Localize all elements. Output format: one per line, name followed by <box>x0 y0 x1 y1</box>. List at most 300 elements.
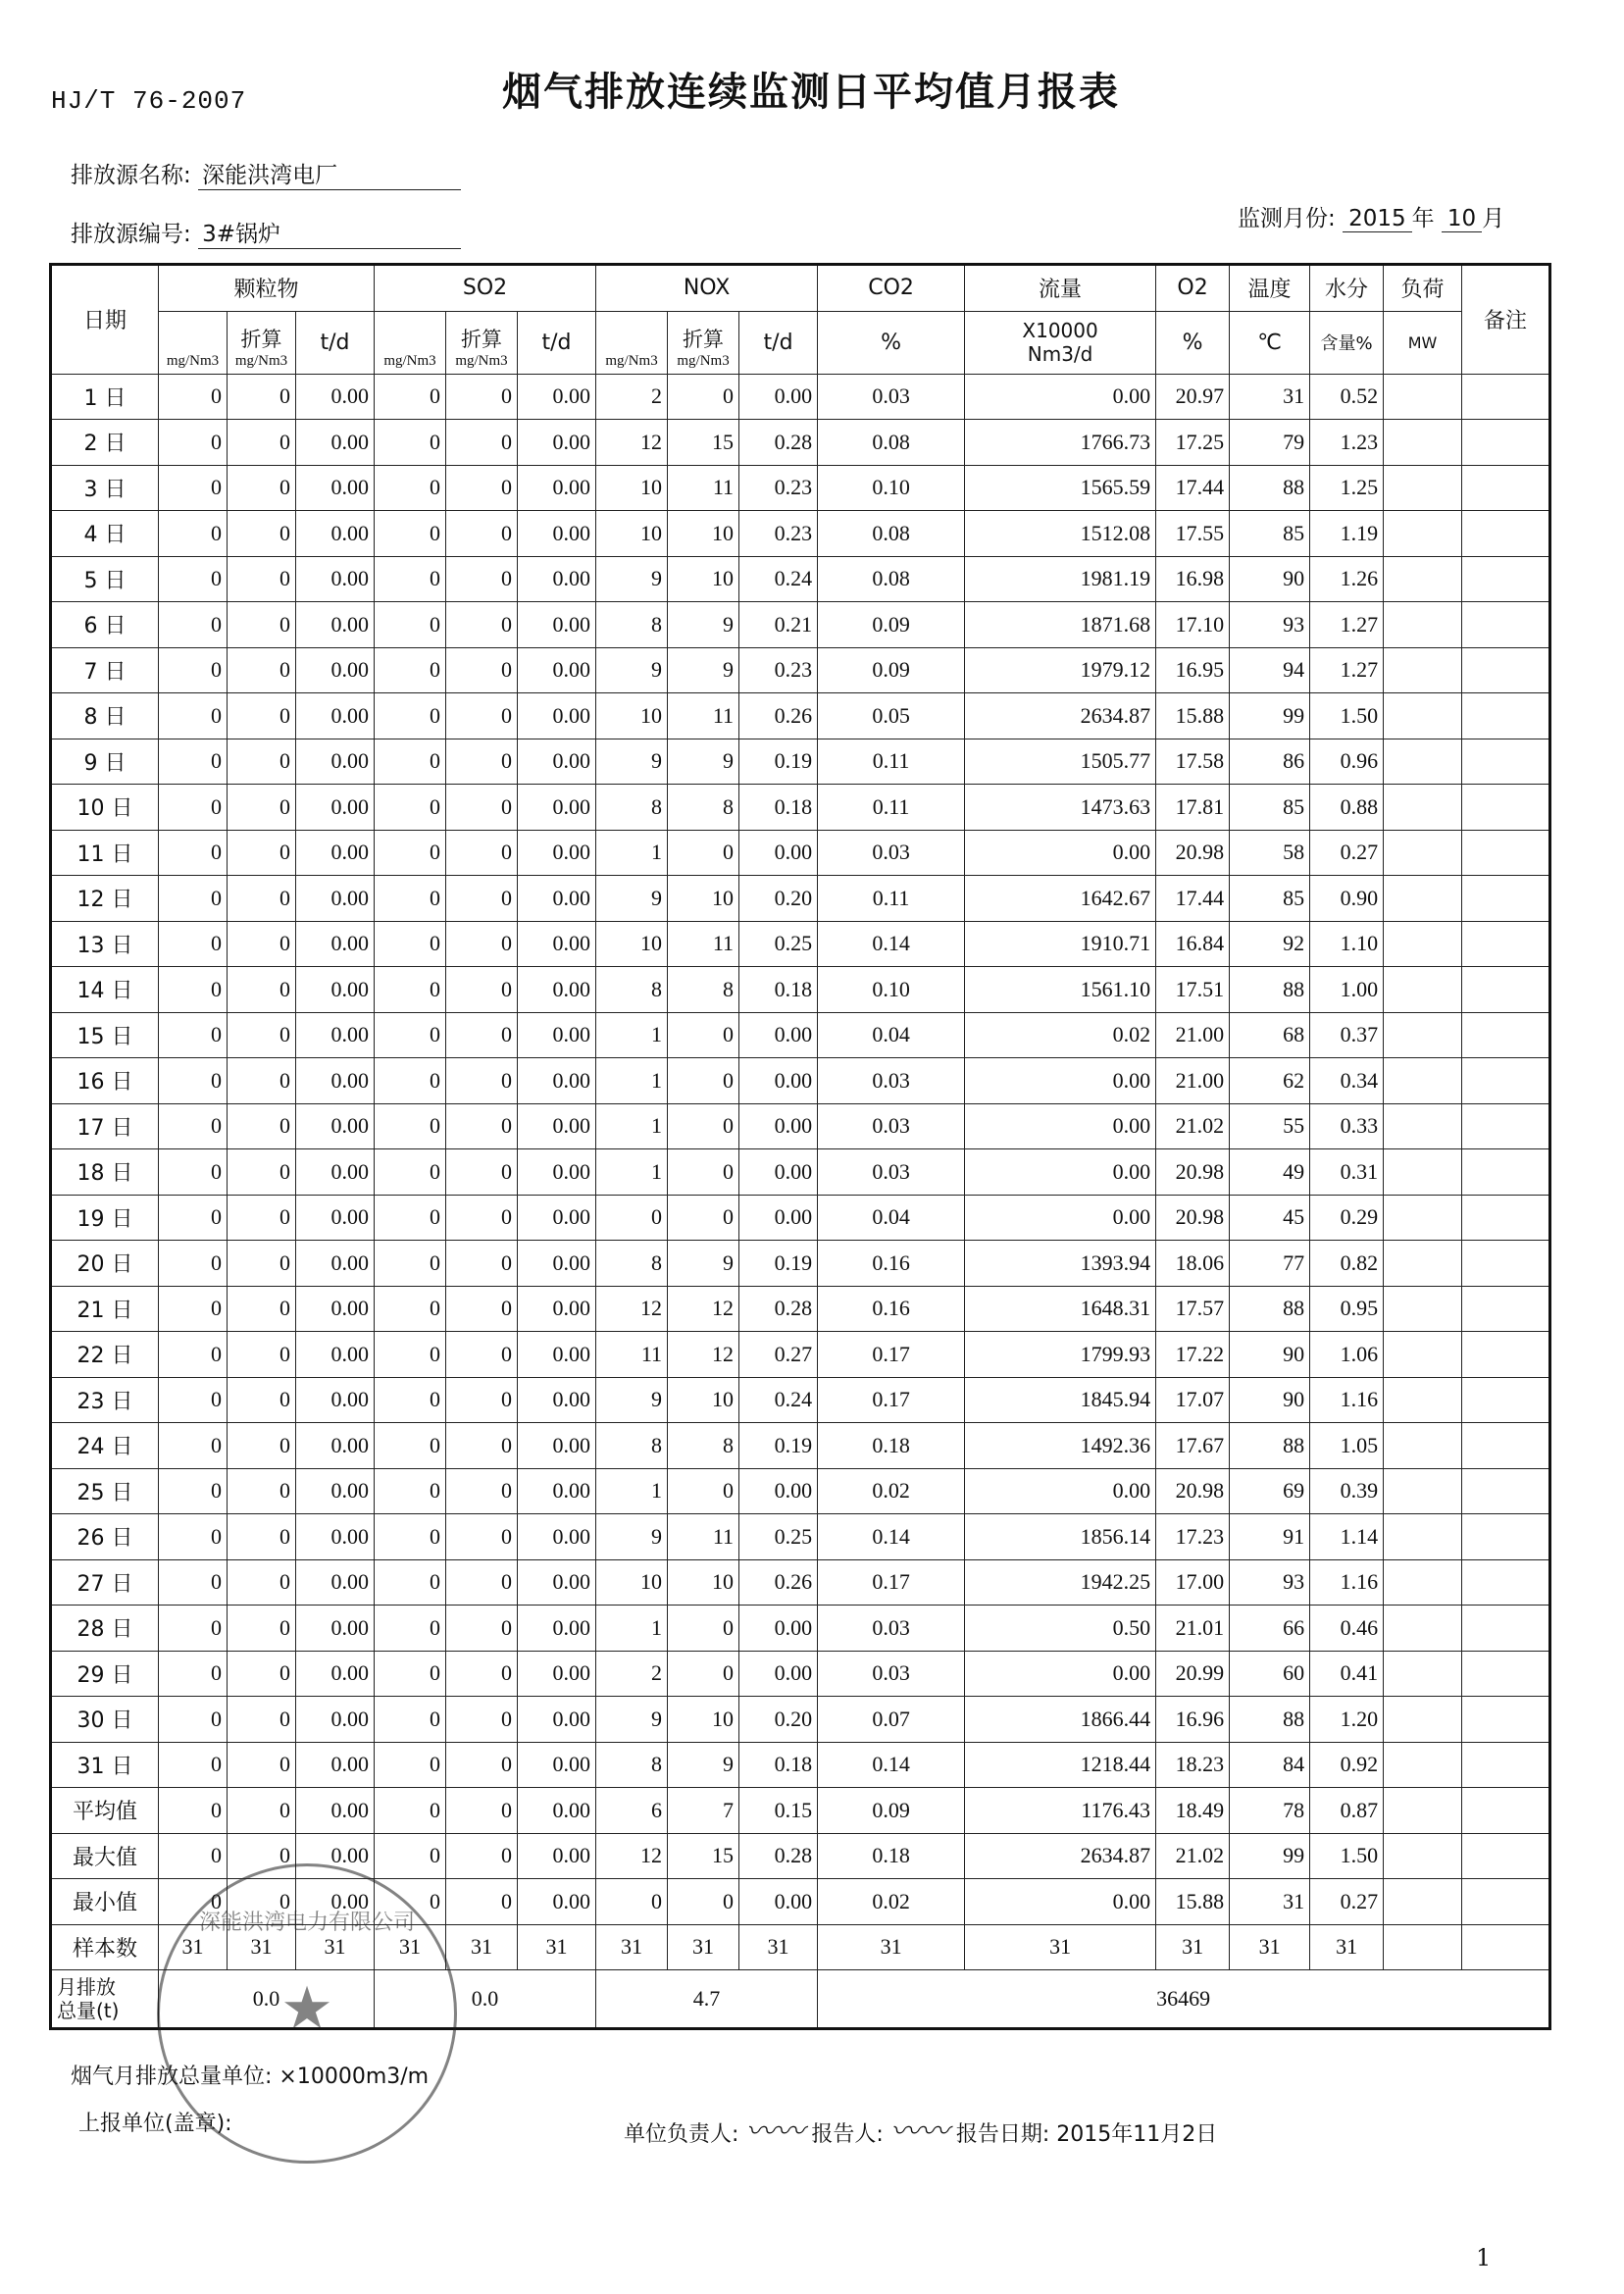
table-row-label: 9 日 <box>51 739 159 785</box>
cell-n3: 0.25 <box>739 921 818 967</box>
table-row-label: 10 日 <box>51 785 159 831</box>
cell-n1: 9 <box>596 556 668 602</box>
cell-n2: 10 <box>668 511 739 557</box>
cell-o2: 17.44 <box>1156 465 1230 511</box>
cell-co2: 0.08 <box>818 420 965 466</box>
cell-p2: 0 <box>228 967 296 1013</box>
cell-flow: 1856.14 <box>965 1514 1156 1560</box>
cell-n2: 12 <box>668 1286 739 1332</box>
cell-p1: 0 <box>159 511 228 557</box>
cell-p3: 0.00 <box>296 465 375 511</box>
cell-n1: 2 <box>596 374 668 420</box>
monthly-total-flow: 36469 <box>818 1970 1550 2029</box>
cell-moist: 1.10 <box>1310 921 1384 967</box>
source-name-field <box>71 157 461 190</box>
cell-co2: 0.03 <box>818 374 965 420</box>
cell-flow: 0.00 <box>965 1468 1156 1514</box>
cell-n2: 0 <box>668 1195 739 1241</box>
cell-s2: 0 <box>446 830 518 876</box>
cell-p3: 0.00 <box>296 1012 375 1058</box>
cell-temp: 58 <box>1230 830 1310 876</box>
cell-p2: 0 <box>228 1377 296 1423</box>
cell-s2: 0 <box>446 1879 518 1925</box>
cell-n3: 0.26 <box>739 1559 818 1606</box>
cell-load <box>1384 374 1462 420</box>
cell-flow: 1910.71 <box>965 921 1156 967</box>
cell-s2: 0 <box>446 1195 518 1241</box>
cell-n2: 0 <box>668 374 739 420</box>
cell-o2: 21.02 <box>1156 1103 1230 1149</box>
cell-co2: 0.10 <box>818 967 965 1013</box>
responsible-signature: 〰〰 <box>745 2115 805 2149</box>
cell-s1: 31 <box>375 1924 446 1970</box>
cell-co2: 0.02 <box>818 1468 965 1514</box>
reporter-label: 报告人: <box>811 2122 884 2147</box>
cell-p2: 0 <box>228 1514 296 1560</box>
cell-load <box>1384 1651 1462 1697</box>
table-row-label: 28 日 <box>51 1606 159 1652</box>
cell-s2: 0 <box>446 1241 518 1287</box>
cell-s1: 0 <box>375 1514 446 1560</box>
cell-moist: 1.06 <box>1310 1332 1384 1378</box>
cell-p2: 0 <box>228 1241 296 1287</box>
cell-remarks <box>1462 921 1550 967</box>
cell-temp: 93 <box>1230 602 1310 648</box>
cell-co2: 0.17 <box>818 1559 965 1606</box>
cell-n3: 0.19 <box>739 1241 818 1287</box>
cell-load <box>1384 1468 1462 1514</box>
table-row-label: 30 日 <box>51 1697 159 1743</box>
cell-p1: 0 <box>159 876 228 922</box>
monthly-total-particulate: 0.0 <box>159 1970 375 2029</box>
cell-n2: 0 <box>668 1149 739 1196</box>
cell-flow: 1393.94 <box>965 1241 1156 1287</box>
cell-n2: 11 <box>668 921 739 967</box>
cell-flow: 1176.43 <box>965 1788 1156 1834</box>
cell-remarks <box>1462 1012 1550 1058</box>
cell-o2: 17.58 <box>1156 739 1230 785</box>
cell-moist: 1.25 <box>1310 465 1384 511</box>
cell-flow: 1845.94 <box>965 1377 1156 1423</box>
cell-co2: 0.03 <box>818 1651 965 1697</box>
cell-s3: 0.00 <box>518 602 596 648</box>
cell-co2: 0.16 <box>818 1241 965 1287</box>
cell-s2: 0 <box>446 1833 518 1879</box>
unit-co2-pct: % <box>818 311 965 374</box>
cell-n3: 0.15 <box>739 1788 818 1834</box>
cell-n3: 0.00 <box>739 1879 818 1925</box>
cell-o2: 17.67 <box>1156 1423 1230 1469</box>
cell-n2: 0 <box>668 1606 739 1652</box>
cell-co2: 0.03 <box>818 1149 965 1196</box>
cell-p2: 0 <box>228 921 296 967</box>
cell-n2: 7 <box>668 1788 739 1834</box>
table-row-label: 23 日 <box>51 1377 159 1423</box>
cell-s1: 0 <box>375 465 446 511</box>
cell-s2: 0 <box>446 1149 518 1196</box>
cell-co2: 0.10 <box>818 465 965 511</box>
table-row-label: 14 日 <box>51 967 159 1013</box>
cell-n3: 31 <box>739 1924 818 1970</box>
cell-remarks <box>1462 1559 1550 1606</box>
cell-p3: 0.00 <box>296 420 375 466</box>
cell-flow: 0.00 <box>965 1651 1156 1697</box>
cell-temp: 45 <box>1230 1195 1310 1241</box>
cell-s2: 0 <box>446 1788 518 1834</box>
cell-s2: 0 <box>446 647 518 693</box>
cell-o2: 21.02 <box>1156 1833 1230 1879</box>
monthly-total-nox: 4.7 <box>596 1970 818 2029</box>
cell-n1: 6 <box>596 1788 668 1834</box>
cell-s3: 0.00 <box>518 739 596 785</box>
cell-flow: 2634.87 <box>965 693 1156 739</box>
cell-s3: 0.00 <box>518 1879 596 1925</box>
table-row <box>51 1742 1550 1788</box>
cell-s2: 0 <box>446 1058 518 1104</box>
cell-s2: 0 <box>446 1742 518 1788</box>
cell-co2: 0.05 <box>818 693 965 739</box>
cell-s3: 0.00 <box>518 1697 596 1743</box>
header-temperature: 温度 <box>1230 265 1310 312</box>
cell-flow: 1766.73 <box>965 420 1156 466</box>
cell-s3: 0.00 <box>518 876 596 922</box>
cell-n2: 9 <box>668 1742 739 1788</box>
cell-flow: 0.00 <box>965 830 1156 876</box>
cell-s1: 0 <box>375 511 446 557</box>
cell-p1: 0 <box>159 1241 228 1287</box>
cell-s1: 0 <box>375 876 446 922</box>
cell-moist: 0.37 <box>1310 1012 1384 1058</box>
cell-remarks <box>1462 374 1550 420</box>
cell-flow: 1492.36 <box>965 1423 1156 1469</box>
cell-co2: 0.03 <box>818 1058 965 1104</box>
cell-n2: 10 <box>668 556 739 602</box>
cell-temp: 49 <box>1230 1149 1310 1196</box>
cell-n3: 0.28 <box>739 1833 818 1879</box>
cell-flow: 1561.10 <box>965 967 1156 1013</box>
cell-moist: 31 <box>1310 1924 1384 1970</box>
cell-load <box>1384 1149 1462 1196</box>
cell-s3: 0.00 <box>518 1651 596 1697</box>
cell-o2: 20.98 <box>1156 830 1230 876</box>
cell-p3: 0.00 <box>296 602 375 648</box>
summary-row-label: 最大值 <box>51 1833 159 1879</box>
table-row <box>51 876 1550 922</box>
table-row-label: 15 日 <box>51 1012 159 1058</box>
table-row-label: 26 日 <box>51 1514 159 1560</box>
cell-n2: 11 <box>668 465 739 511</box>
cell-n3: 0.00 <box>739 1058 818 1104</box>
monthly-total-so2: 0.0 <box>375 1970 596 2029</box>
cell-n1: 1 <box>596 1012 668 1058</box>
table-header <box>51 265 1550 375</box>
cell-s3: 0.00 <box>518 1606 596 1652</box>
cell-co2: 0.09 <box>818 1788 965 1834</box>
cell-load <box>1384 921 1462 967</box>
cell-temp: 85 <box>1230 511 1310 557</box>
cell-p2: 0 <box>228 1103 296 1149</box>
cell-n1: 9 <box>596 1697 668 1743</box>
cell-temp: 55 <box>1230 1103 1310 1149</box>
cell-n1: 9 <box>596 1514 668 1560</box>
cell-p1: 0 <box>159 1788 228 1834</box>
cell-p3: 0.00 <box>296 1651 375 1697</box>
cell-load <box>1384 1833 1462 1879</box>
cell-p2: 0 <box>228 1788 296 1834</box>
cell-co2: 0.08 <box>818 556 965 602</box>
cell-n3: 0.18 <box>739 785 818 831</box>
cell-s3: 0.00 <box>518 1514 596 1560</box>
cell-o2: 17.51 <box>1156 967 1230 1013</box>
table-row <box>51 1241 1550 1287</box>
table-row <box>51 556 1550 602</box>
cell-o2: 15.88 <box>1156 1879 1230 1925</box>
cell-p1: 0 <box>159 1606 228 1652</box>
cell-n2: 9 <box>668 602 739 648</box>
table-row-label: 24 日 <box>51 1423 159 1469</box>
cell-load <box>1384 693 1462 739</box>
cell-moist: 1.14 <box>1310 1514 1384 1560</box>
cell-p1: 0 <box>159 1377 228 1423</box>
cell-o2: 17.10 <box>1156 602 1230 648</box>
report-date: 2015年11月2日 <box>1056 2122 1218 2147</box>
cell-p3: 0.00 <box>296 1468 375 1514</box>
cell-s2: 0 <box>446 1103 518 1149</box>
cell-moist: 0.92 <box>1310 1742 1384 1788</box>
table-row <box>51 693 1550 739</box>
cell-remarks <box>1462 1833 1550 1879</box>
cell-p1: 0 <box>159 374 228 420</box>
cell-s3: 0.00 <box>518 1195 596 1241</box>
reporter-signature: 〰〰 <box>889 2115 949 2149</box>
cell-moist: 0.88 <box>1310 785 1384 831</box>
cell-s1: 0 <box>375 1697 446 1743</box>
cell-n3: 0.24 <box>739 1377 818 1423</box>
cell-n1: 2 <box>596 1651 668 1697</box>
cell-s1: 0 <box>375 1423 446 1469</box>
cell-p3: 0.00 <box>296 1879 375 1925</box>
cell-p1: 0 <box>159 1468 228 1514</box>
cell-n1: 0 <box>596 1879 668 1925</box>
cell-load <box>1384 1332 1462 1378</box>
cell-p2: 0 <box>228 876 296 922</box>
cell-n2: 0 <box>668 830 739 876</box>
cell-n1: 12 <box>596 1833 668 1879</box>
table-row-label: 4 日 <box>51 511 159 557</box>
cell-flow: 1942.25 <box>965 1559 1156 1606</box>
cell-flow: 1218.44 <box>965 1742 1156 1788</box>
cell-co2: 0.14 <box>818 1742 965 1788</box>
cell-moist: 0.39 <box>1310 1468 1384 1514</box>
cell-n1: 9 <box>596 647 668 693</box>
cell-remarks <box>1462 1924 1550 1970</box>
cell-n2: 0 <box>668 1879 739 1925</box>
cell-o2: 17.07 <box>1156 1377 1230 1423</box>
cell-s2: 0 <box>446 1697 518 1743</box>
cell-co2: 0.08 <box>818 511 965 557</box>
cell-n1: 1 <box>596 1058 668 1104</box>
cell-moist: 0.52 <box>1310 374 1384 420</box>
cell-remarks <box>1462 1195 1550 1241</box>
cell-flow: 1505.77 <box>965 739 1156 785</box>
cell-s1: 0 <box>375 1788 446 1834</box>
unit-so2-mg: mg/Nm3 <box>375 311 446 374</box>
month-value: 10 <box>1442 206 1482 232</box>
cell-temp: 79 <box>1230 420 1310 466</box>
cell-n2: 9 <box>668 739 739 785</box>
cell-temp: 60 <box>1230 1651 1310 1697</box>
responsible-label: 单位负责人: <box>624 2122 739 2147</box>
cell-temp: 88 <box>1230 465 1310 511</box>
cell-p1: 0 <box>159 1879 228 1925</box>
table-row <box>51 921 1550 967</box>
cell-p1: 0 <box>159 602 228 648</box>
cell-n3: 0.00 <box>739 1651 818 1697</box>
table-row-label: 27 日 <box>51 1559 159 1606</box>
cell-temp: 90 <box>1230 1332 1310 1378</box>
cell-remarks <box>1462 1697 1550 1743</box>
cell-p3: 0.00 <box>296 647 375 693</box>
cell-s3: 0.00 <box>518 1286 596 1332</box>
table-row <box>51 1559 1550 1606</box>
cell-p3: 0.00 <box>296 1058 375 1104</box>
cell-remarks <box>1462 1742 1550 1788</box>
cell-o2: 18.49 <box>1156 1788 1230 1834</box>
cell-s1: 0 <box>375 602 446 648</box>
cell-p2: 0 <box>228 1468 296 1514</box>
cell-s1: 0 <box>375 1058 446 1104</box>
source-name-value: 深能洪湾电厂 <box>198 157 461 190</box>
table-row <box>51 602 1550 648</box>
cell-s1: 0 <box>375 739 446 785</box>
cell-temp: 99 <box>1230 1833 1310 1879</box>
cell-s3: 0.00 <box>518 1332 596 1378</box>
cell-p1: 0 <box>159 465 228 511</box>
table-row <box>51 1697 1550 1743</box>
cell-remarks <box>1462 1423 1550 1469</box>
cell-moist: 1.19 <box>1310 511 1384 557</box>
cell-s2: 0 <box>446 1468 518 1514</box>
cell-s2: 0 <box>446 1514 518 1560</box>
monthly-total-label: 月排放 总量(t) <box>51 1970 159 2029</box>
cell-flow: 0.00 <box>965 374 1156 420</box>
cell-n1: 10 <box>596 465 668 511</box>
cell-s2: 0 <box>446 739 518 785</box>
cell-flow: 1799.93 <box>965 1332 1156 1378</box>
cell-co2: 0.03 <box>818 830 965 876</box>
cell-moist: 1.16 <box>1310 1559 1384 1606</box>
header-moisture: 水分 <box>1310 265 1384 312</box>
cell-n1: 10 <box>596 511 668 557</box>
table-row <box>51 1332 1550 1378</box>
cell-s1: 0 <box>375 1241 446 1287</box>
unit-particulate-converted: 折算 mg/Nm3 <box>228 311 296 374</box>
cell-co2: 0.14 <box>818 921 965 967</box>
cell-flow: 0.00 <box>965 1195 1156 1241</box>
cell-temp: 84 <box>1230 1742 1310 1788</box>
cell-load <box>1384 1697 1462 1743</box>
cell-load <box>1384 511 1462 557</box>
cell-load <box>1384 1924 1462 1970</box>
cell-p3: 0.00 <box>296 1742 375 1788</box>
cell-s2: 0 <box>446 876 518 922</box>
cell-n3: 0.18 <box>739 1742 818 1788</box>
cell-o2: 17.25 <box>1156 420 1230 466</box>
cell-flow: 0.50 <box>965 1606 1156 1652</box>
cell-remarks <box>1462 830 1550 876</box>
cell-n3: 0.00 <box>739 830 818 876</box>
cell-n3: 0.00 <box>739 1012 818 1058</box>
cell-p3: 0.00 <box>296 1103 375 1149</box>
cell-moist: 0.31 <box>1310 1149 1384 1196</box>
cell-o2: 20.98 <box>1156 1149 1230 1196</box>
cell-p2: 31 <box>228 1924 296 1970</box>
cell-load <box>1384 785 1462 831</box>
table-row <box>51 1058 1550 1104</box>
cell-s1: 0 <box>375 1012 446 1058</box>
cell-p3: 0.00 <box>296 1697 375 1743</box>
cell-temp: 88 <box>1230 967 1310 1013</box>
unit-so2-converted: 折算 mg/Nm3 <box>446 311 518 374</box>
cell-temp: 94 <box>1230 647 1310 693</box>
cell-p2: 0 <box>228 647 296 693</box>
cell-p3: 0.00 <box>296 921 375 967</box>
cell-remarks <box>1462 1651 1550 1697</box>
cell-flow: 0.02 <box>965 1012 1156 1058</box>
cell-moist: 1.20 <box>1310 1697 1384 1743</box>
header-remarks: 备注 <box>1462 265 1550 375</box>
cell-s3: 0.00 <box>518 1149 596 1196</box>
cell-flow: 2634.87 <box>965 1833 1156 1879</box>
cell-s2: 0 <box>446 1559 518 1606</box>
cell-p3: 0.00 <box>296 1377 375 1423</box>
cell-s3: 0.00 <box>518 921 596 967</box>
cell-o2: 16.96 <box>1156 1697 1230 1743</box>
cell-remarks <box>1462 785 1550 831</box>
cell-n1: 31 <box>596 1924 668 1970</box>
cell-n1: 11 <box>596 1332 668 1378</box>
cell-s1: 0 <box>375 785 446 831</box>
cell-s3: 0.00 <box>518 785 596 831</box>
reporting-unit-label: 上报单位(盖章): <box>78 2112 232 2136</box>
cell-p2: 0 <box>228 374 296 420</box>
cell-s1: 0 <box>375 1879 446 1925</box>
cell-temp: 85 <box>1230 785 1310 831</box>
cell-p2: 0 <box>228 1697 296 1743</box>
cell-o2: 16.84 <box>1156 921 1230 967</box>
report-date-label: 报告日期: <box>955 2122 1050 2147</box>
table-row-label: 12 日 <box>51 876 159 922</box>
summary-row-label: 平均值 <box>51 1788 159 1834</box>
cell-n1: 8 <box>596 1423 668 1469</box>
cell-s3: 0.00 <box>518 1742 596 1788</box>
unit-o2-pct: % <box>1156 311 1230 374</box>
table-row-label: 8 日 <box>51 693 159 739</box>
cell-remarks <box>1462 1514 1550 1560</box>
cell-p1: 0 <box>159 785 228 831</box>
cell-p1: 0 <box>159 1559 228 1606</box>
header-o2: O2 <box>1156 265 1230 312</box>
cell-load <box>1384 1606 1462 1652</box>
cell-load <box>1384 1423 1462 1469</box>
cell-co2: 0.18 <box>818 1423 965 1469</box>
cell-co2: 0.11 <box>818 785 965 831</box>
cell-s3: 0.00 <box>518 1241 596 1287</box>
cell-s3: 0.00 <box>518 1377 596 1423</box>
cell-p3: 31 <box>296 1924 375 1970</box>
cell-p2: 0 <box>228 830 296 876</box>
cell-s1: 0 <box>375 1377 446 1423</box>
